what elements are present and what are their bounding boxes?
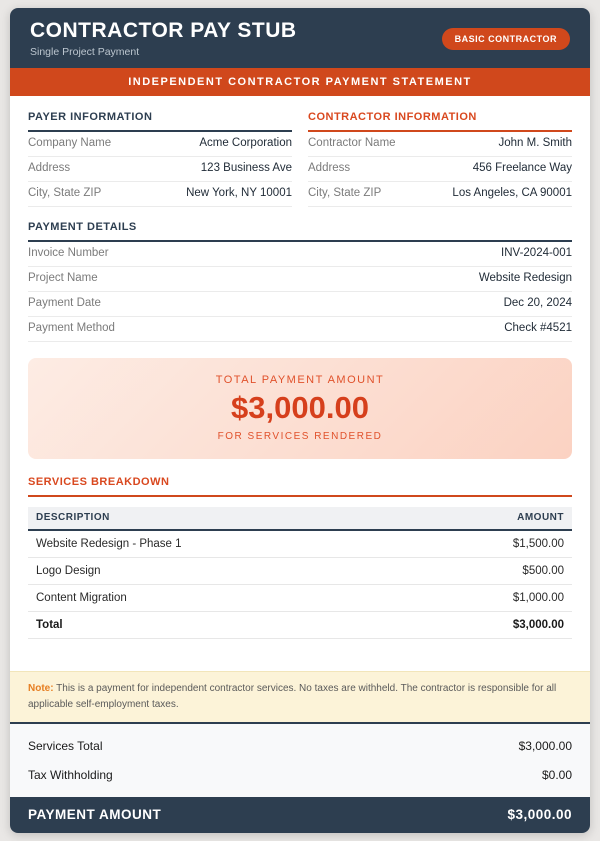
field-label: Company Name [28,137,112,149]
summary-label: Services Total [28,738,103,753]
pay-stub-card [10,8,590,833]
info-row [308,132,572,157]
page-subtitle: Single Project Payment [30,46,140,58]
plan-badge: BASIC CONTRACTOR [442,28,570,50]
field-label: Payment Date [28,297,101,309]
field-value: Check #4521 [504,322,572,334]
table-total-row [28,612,572,639]
info-row [308,157,572,182]
service-amount: $1,500.00 [412,530,572,558]
field-label: Address [308,162,351,174]
field-value: 123 Business Ave [200,162,292,174]
column-header-amount: AMOUNT [412,507,572,530]
detail-row [28,267,572,292]
info-row [28,182,292,207]
summary-row [28,731,572,760]
service-amount: $500.00 [412,558,572,585]
info-row [308,182,572,207]
info-columns [28,111,572,207]
contractor-info-section [308,111,572,207]
service-description: Content Migration [28,585,412,612]
total-payment-box [28,358,572,459]
field-label: Contractor Name [308,137,396,149]
field-value: 456 Freelance Way [472,162,572,174]
field-label: City, State ZIP [308,187,382,199]
table-row [28,585,572,612]
footer-label: PAYMENT AMOUNT [28,807,162,822]
note-text: This is a payment for independent contractor services. No taxes are withheld. The contractor is responsible for all applicable self-employment taxes. [28,683,557,710]
payment-amount-footer [10,797,590,833]
field-label: City, State ZIP [28,187,102,199]
page-title: CONTRACTOR PAY STUB [30,19,297,42]
detail-row [28,317,572,342]
services-breakdown-section [28,476,572,639]
payer-info-section [28,111,292,207]
total-payment-amount: $3,000.00 [231,390,369,425]
summary-value: $3,000.00 [518,738,572,753]
header-titles [30,18,297,59]
column-header-description: DESCRIPTION [28,507,412,530]
total-payment-label: TOTAL PAYMENT AMOUNT [215,374,385,386]
table-header-row [28,507,572,530]
total-amount: $3,000.00 [412,612,572,639]
summary-label: Tax Withholding [28,767,113,782]
summary-section [10,722,590,797]
field-value: John M. Smith [498,137,572,149]
service-description: Logo Design [28,558,412,585]
footer-value: $3,000.00 [507,807,572,822]
services-breakdown-heading: SERVICES BREAKDOWN [28,476,572,497]
summary-row [28,760,572,789]
service-amount: $1,000.00 [412,585,572,612]
payment-details-section [28,221,572,342]
detail-row [28,242,572,267]
total-label: Total [28,612,412,639]
total-payment-sublabel: FOR SERVICES RENDERED [217,431,383,442]
field-label: Payment Method [28,322,115,334]
field-label: Project Name [28,272,98,284]
statement-banner: INDEPENDENT CONTRACTOR PAYMENT STATEMENT [10,68,590,96]
service-description: Website Redesign - Phase 1 [28,530,412,558]
table-row [28,558,572,585]
payer-info-heading: PAYER INFORMATION [28,111,292,132]
content-area [10,96,590,639]
field-value: Acme Corporation [199,137,292,149]
field-value: Los Angeles, CA 90001 [452,187,572,199]
field-value: Website Redesign [478,272,572,284]
info-row [28,132,292,157]
summary-value: $0.00 [541,767,572,782]
field-value: New York, NY 10001 [186,187,292,199]
field-value: Dec 20, 2024 [503,297,572,309]
header [10,8,590,68]
detail-row [28,292,572,317]
services-table [28,507,572,639]
payment-details-heading: PAYMENT DETAILS [28,221,572,242]
info-row [28,157,292,182]
field-value: INV-2024-001 [501,247,572,259]
table-row [28,530,572,558]
field-label: Address [28,162,71,174]
field-label: Invoice Number [28,247,109,259]
note-label: Note: [28,683,54,694]
note-box [10,671,590,722]
contractor-info-heading: CONTRACTOR INFORMATION [308,111,572,132]
